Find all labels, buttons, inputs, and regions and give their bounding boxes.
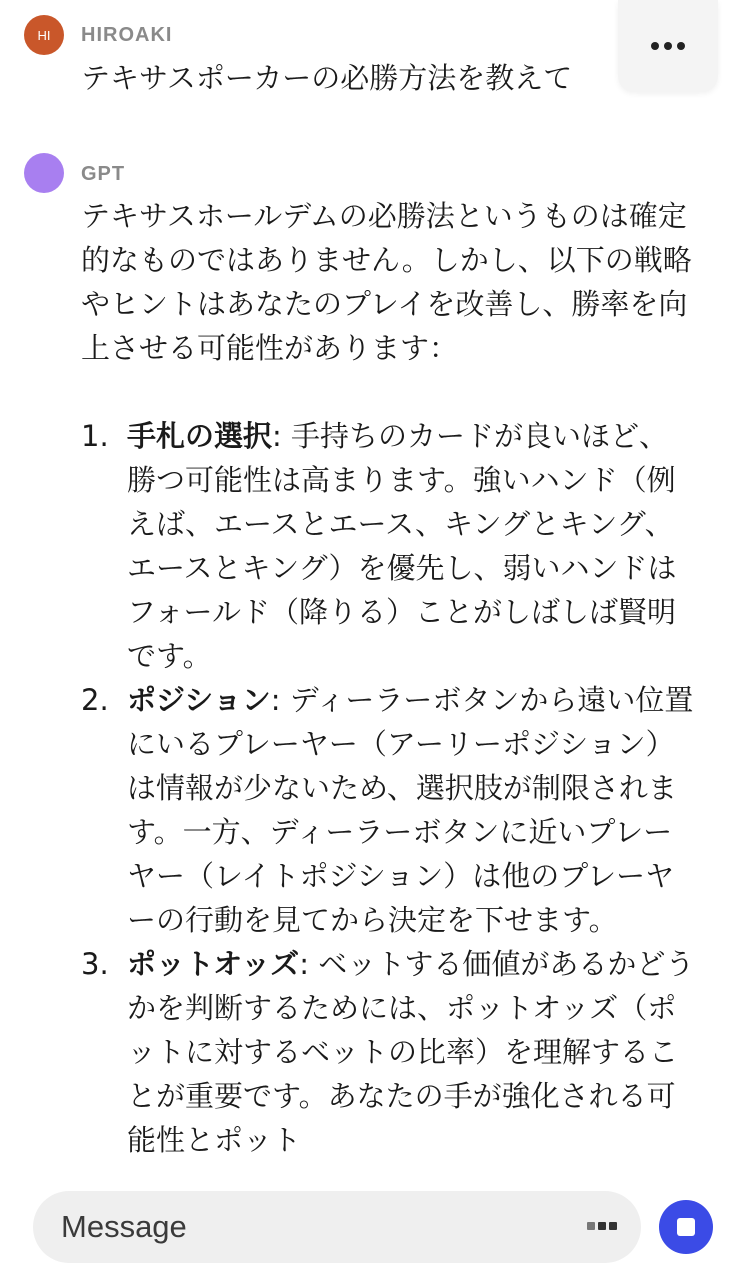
stop-icon bbox=[677, 1218, 695, 1236]
user-avatar bbox=[24, 15, 64, 55]
user-sender-name: HIROAKI bbox=[81, 24, 173, 46]
list-item bbox=[81, 942, 696, 1162]
list-item-body: : ディーラーボタンから遠い位置にいるプレーヤー（アーリーポジション）は情報が少ないため、選択肢が制限されます。一方、ディーラーボタンに近いプレーヤー（レイトポジション）は他のプレーヤーの行動を見てから決定を下せます。 bbox=[127, 683, 694, 937]
list-item-body: : 手持ちのカードが良いほど、勝つ可能性は高まります。強いハンド（例えば、エースとエース、キングとキング、エースとキング）を優先し、弱いハンドはフォールド（降りる）ことがしばしば賢明です。 bbox=[127, 419, 677, 673]
list-item-title: 手札の選択 bbox=[127, 419, 273, 453]
stop-generating-button[interactable] bbox=[659, 1200, 713, 1254]
assistant-list bbox=[81, 414, 696, 1162]
user-avatar-initials: HI bbox=[37, 27, 51, 43]
list-item-number: 1. bbox=[81, 419, 109, 453]
gpt-sender-name: GPT bbox=[81, 163, 126, 185]
assistant-intro: テキサスホールデムの必勝法というものは確定的なものではありません。しかし、以下の戦略やヒントはあなたのプレイを改善し、勝率を向上させる可能性があります： bbox=[81, 199, 692, 365]
list-item-number: 3. bbox=[81, 947, 109, 981]
list-item-body: : ベットする価値があるかどうかを判断するためには、ポットオッズ（ポットに対するベットの比率）を理解することが重要です。あなたの手が強化される可能性とポット bbox=[127, 947, 695, 1157]
list-item bbox=[81, 678, 696, 942]
assistant-message bbox=[81, 194, 696, 1162]
voice-icon[interactable] bbox=[587, 1222, 617, 1230]
list-item-title: ポットオッズ bbox=[127, 947, 300, 981]
more-options-button[interactable] bbox=[618, 0, 718, 92]
more-horizontal-icon bbox=[651, 42, 685, 50]
list-item-title: ポジション bbox=[127, 683, 271, 717]
message-input[interactable] bbox=[61, 1191, 541, 1263]
user-message-text: テキサスポーカーの必勝方法を教えて bbox=[81, 61, 573, 95]
list-item bbox=[81, 414, 696, 678]
list-item-number: 2. bbox=[81, 683, 109, 717]
gpt-avatar bbox=[24, 153, 64, 193]
message-composer bbox=[33, 1191, 641, 1263]
